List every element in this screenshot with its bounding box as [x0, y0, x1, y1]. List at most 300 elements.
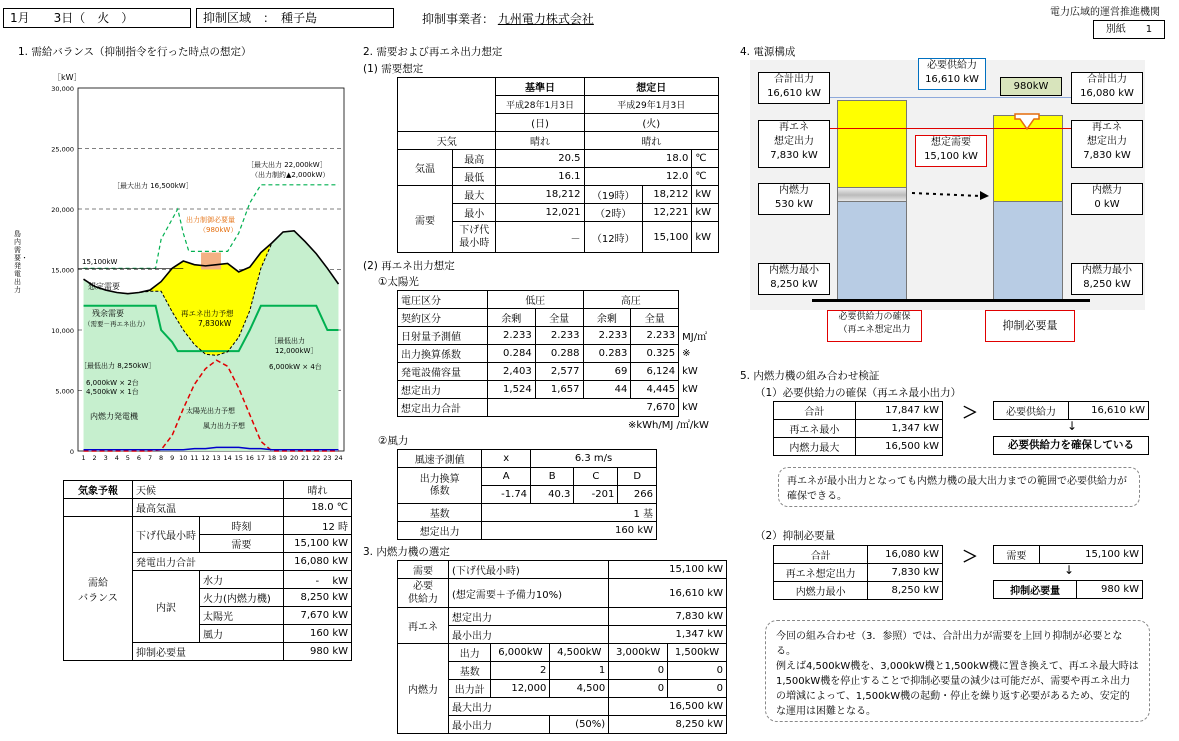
t5b-r2v: 7,830 kW: [868, 564, 943, 582]
s-r3v0: 2,403: [487, 363, 535, 381]
s-r3v1: 2,577: [535, 363, 583, 381]
s-r3u: kW: [682, 366, 698, 377]
bar-left-icmin: [837, 201, 907, 301]
t1-time-label: 時刻: [200, 517, 284, 535]
w-vd: 266: [618, 486, 657, 504]
s-low: 低圧: [487, 291, 583, 309]
icmin-right-label: 内燃力最小: [1082, 265, 1132, 276]
ann-wind: 風力出力予想: [203, 422, 245, 430]
t3-r3b: 想定出力: [449, 608, 609, 626]
x-tick-label: 17: [256, 454, 266, 462]
t5b-cur: 抑制必要量: [994, 581, 1077, 599]
t2-d-est2: (火): [584, 114, 718, 132]
t3-o0: 12,000: [491, 680, 550, 698]
s-r1v0: 2.233: [487, 327, 535, 345]
x-tick-label: 21: [301, 454, 310, 462]
x-tick-label: 13: [212, 454, 221, 462]
t3-c1: 1: [550, 662, 609, 680]
t2-dmax-b: 18,212: [496, 186, 584, 204]
w-count: 1 基: [482, 504, 657, 522]
sec2-title: 2. 需要および再エネ出力想定: [363, 46, 503, 58]
t2-c2: ℃: [692, 168, 719, 186]
t5a-r3v: 16,500 kW: [855, 438, 942, 456]
s-h1: 電圧区分: [398, 291, 488, 309]
t2-dmin-bt: （2時）: [584, 204, 642, 222]
t1-wind-label: 風力: [200, 625, 284, 643]
t2-kw3: kW: [692, 222, 719, 253]
gt-sign-1: ＞: [962, 403, 979, 422]
est-demand-box: [915, 135, 987, 167]
attachment-label: 別紙 1: [1093, 20, 1165, 39]
secure-label2: （再エネ想定出力: [838, 325, 911, 335]
w-hc: C: [574, 468, 618, 486]
est-demand-label: 想定需要: [931, 137, 971, 148]
ic-right-box: [1071, 183, 1143, 215]
ann-max-out2: ［最大出力 22,000kW］: [247, 161, 327, 169]
area-box: [196, 8, 394, 28]
x-tick-label: 16: [245, 454, 254, 462]
ann-re-forecast-val: 7,830kW: [198, 319, 232, 328]
t5b-dem-v: 15,100 kW: [1039, 546, 1142, 564]
ann-units1: 6,000kW × 2台: [86, 379, 139, 387]
s-r4v2: 44: [583, 381, 631, 399]
tot-left-box: [758, 72, 830, 104]
y-tick-label: 10,000: [51, 327, 74, 335]
t1-temp-label: 最高気温: [133, 499, 284, 517]
x-tick-label: 2: [92, 454, 97, 462]
t2-kw2: kW: [692, 204, 719, 222]
x-tick-label: 3: [103, 454, 108, 462]
t1-curtail-val: 980 kW: [283, 643, 351, 661]
balance-table: [63, 480, 352, 661]
s-blank1: [679, 291, 722, 309]
t2-tmax: 最高: [453, 150, 496, 168]
t2-tmin-b: 16.1: [496, 168, 584, 186]
w-ha: A: [482, 468, 531, 486]
curtail-block: [201, 253, 221, 270]
supply-check-table: [773, 401, 943, 456]
t1-empty-1: [64, 499, 133, 517]
t3-max-v: 16,500 kW: [609, 698, 727, 716]
w-speed: 6.3 m/s: [531, 450, 657, 468]
ic-right-label: 内燃力: [1092, 185, 1122, 196]
solar-table: [397, 290, 722, 417]
w-r1: 風速予測値: [398, 450, 482, 468]
s-r1v2: 2.233: [583, 327, 631, 345]
s-r2u: ※: [682, 348, 691, 359]
curtail-box: 抑制必要量: [985, 310, 1075, 342]
s-all1: 全量: [535, 309, 583, 327]
ann-min-out: ［最低出力 8,250kW］: [80, 362, 156, 370]
t2-dlow-b: －: [496, 222, 584, 253]
t1-weather-label: 天候: [133, 481, 284, 499]
ann-units2: 4,500kW × 1台: [86, 388, 139, 396]
x-tick-label: 14: [223, 454, 232, 462]
re-left-label: 再エネ 想定出力: [774, 122, 814, 147]
y-tick-label: 5,000: [55, 387, 74, 396]
ann-15100: 15,100kW: [82, 258, 118, 266]
t2-tmin-e: 12.0: [584, 168, 692, 186]
x-tick-label: 4: [114, 454, 119, 462]
t2-dmax-e: 18,212: [642, 186, 691, 204]
y-unit: ［kW］: [53, 73, 82, 82]
operator-name: 九州電力株式会社: [497, 12, 594, 26]
w-r3: 基数: [398, 504, 482, 522]
t1-wind-val: 160 kW: [283, 625, 351, 643]
t3-r3c: 7,830 kW: [609, 608, 727, 626]
sec2-sub1: (1) 需要想定: [363, 63, 424, 75]
ann-max-out2b: （出力制約▲2,000kW）: [251, 171, 330, 179]
s-all2: 全量: [631, 309, 679, 327]
t1-gen-total-val: 16,080 kW: [283, 553, 351, 571]
tot-right-val: 16,080 kW: [1080, 88, 1134, 99]
secure-label: 必要供給力の確保: [838, 312, 911, 322]
s-r2v0: 0.284: [487, 345, 535, 363]
ann-max-out: ［最大出力 16,500kW］: [113, 182, 193, 190]
t5b-r2l: 再エネ想定出力: [774, 564, 868, 582]
sec2-sub2: (2) 再エネ出力想定: [363, 260, 455, 272]
req-val: 16,610 kW: [925, 74, 979, 85]
operator-text: 抑制事業者：: [422, 12, 495, 26]
icmin-right-box: [1071, 263, 1143, 295]
t5b-dem: 需要: [994, 546, 1040, 564]
t5a-req-v: 16,610 kW: [1068, 402, 1148, 420]
supply-line: [812, 97, 1090, 98]
sec4-title: 4. 電源構成: [740, 46, 796, 58]
s-r5v: 7,670: [487, 399, 678, 417]
w-x: x: [482, 450, 531, 468]
ann-curtail-val: （980kW）: [199, 226, 238, 234]
req-supply-table: [993, 401, 1149, 420]
tot-right-box: [1071, 72, 1143, 104]
t2-tmin: 最低: [453, 168, 496, 186]
ann-residual: 残余需要: [92, 309, 124, 318]
x-tick-label: 22: [312, 454, 321, 462]
t3-o1: 4,500: [550, 680, 609, 698]
re-left-val: 7,830 kW: [770, 150, 818, 161]
t2-tmax-e: 18.0: [584, 150, 692, 168]
down-arrow-2: ↓: [1064, 563, 1075, 577]
t1-solar-label: 太陽光: [200, 607, 284, 625]
t2-dmin-b: 12,021: [496, 204, 584, 222]
t3-o3: 0: [668, 680, 727, 698]
t1-solar-val: 7,670 kW: [283, 607, 351, 625]
diff-box: 980kW: [1000, 77, 1062, 96]
ann-units3: 6,000kW × 4台: [269, 363, 322, 371]
t5a-r2v: 1,347 kW: [855, 420, 942, 438]
t3-u2: 3,000kW: [609, 644, 668, 662]
t3-r1b: (下げ代最小時): [449, 561, 609, 579]
x-tick-label: 12: [201, 454, 210, 462]
ann-solar: 太陽光出力予想: [186, 407, 235, 415]
re-right-box: [1071, 120, 1143, 168]
t3-r2b: (想定需要＋予備力10%): [449, 579, 609, 608]
t1-temp-val: 18.0 ℃: [283, 499, 351, 517]
t1-balance-group: 需給 バランス: [64, 517, 133, 661]
dotted-arrow-icon: [910, 186, 990, 200]
t2-w-base: 晴れ: [496, 132, 584, 150]
demand-table: [993, 545, 1143, 564]
down-arrow-icon: [1012, 112, 1042, 132]
t5b-cur-v: 980 kW: [1077, 581, 1143, 599]
secure-box: [827, 310, 922, 342]
t3-r1c: 15,100 kW: [609, 561, 727, 579]
t2-c1: ℃: [692, 150, 719, 168]
s-r5: 想定出力合計: [398, 399, 488, 417]
t1-thermal-val: 8,250 kW: [283, 589, 351, 607]
t3-r4b: 最小出力: [449, 626, 609, 644]
t2-h-base: 基準日: [496, 78, 584, 96]
t2-d-base2: (日): [496, 114, 584, 132]
t2-corner2: [398, 96, 496, 114]
w-hb: B: [531, 468, 574, 486]
t3-min: 最小出力: [449, 716, 550, 734]
t1-gen-total-label: 発電出力合計: [133, 553, 284, 571]
t3-c0: 2: [491, 662, 550, 680]
ic-left-label: 内燃力: [779, 185, 809, 196]
t3-u1: 4,500kW: [550, 644, 609, 662]
t1-hydro-label: 水力: [200, 571, 284, 589]
s-r2v3: 0.325: [631, 345, 679, 363]
y-tick-label: 30,000: [51, 85, 74, 93]
t1-demand-label: 需要: [200, 535, 284, 553]
s-r3v2: 69: [583, 363, 631, 381]
s-r4u: kW: [682, 384, 698, 395]
t2-dlow-e: 15,100: [642, 222, 691, 253]
t2-weather: 天気: [398, 132, 496, 150]
s-r2: 出力換算係数: [398, 345, 488, 363]
x-tick-label: 15: [234, 454, 243, 462]
t1-time-val: 12 時: [283, 517, 351, 535]
s-r4v3: 4,445: [631, 381, 679, 399]
icmin-left-label: 内燃力最小: [769, 265, 819, 276]
t3-r2a: 必要 供給力: [398, 579, 449, 608]
sec5-sub2: （2）抑制必要量: [755, 530, 836, 542]
area-text: 抑制区域 ： 種子島: [203, 11, 318, 25]
s-r4v1: 1,657: [535, 381, 583, 399]
s-blank2: [679, 309, 722, 327]
t1-curtail-label: 抑制必要量: [133, 643, 284, 661]
t3-outsum: 出力計: [449, 680, 491, 698]
t2-dlow-bt: （12時）: [584, 222, 642, 253]
req-label: 必要供給力: [927, 60, 977, 71]
re-right-val: 7,830 kW: [1083, 150, 1131, 161]
t3-ic: 内燃力: [398, 644, 449, 734]
ann-residual-sub: （需要－再エネ出力）: [84, 320, 149, 328]
t2-dmax: 最大: [453, 186, 496, 204]
s-r1v3: 2.233: [631, 327, 679, 345]
t1-demand-val: 15,100 kW: [283, 535, 351, 553]
t2-kw1: kW: [692, 186, 719, 204]
re-right-label: 再エネ 想定出力: [1087, 122, 1127, 147]
s-r3v3: 6,124: [631, 363, 679, 381]
t3-r3a: 再エネ: [398, 608, 449, 644]
s-high: 高圧: [583, 291, 679, 309]
t2-w-est: 晴れ: [584, 132, 718, 150]
t5a-req: 必要供給力: [994, 402, 1069, 420]
baseline: [812, 299, 1090, 302]
ann-min-out2: ［最低出力: [270, 337, 305, 345]
x-tick-label: 20: [289, 454, 299, 462]
t5a-r3l: 内燃力最大: [774, 438, 856, 456]
y-tick-label: 20,000: [51, 206, 74, 214]
w-r4: 想定出力: [398, 522, 482, 540]
s-r4v0: 1,524: [487, 381, 535, 399]
t1-weather-val: 晴れ: [283, 481, 351, 499]
s-r3: 発電設備容量: [398, 363, 488, 381]
bar-right-icmin: [993, 201, 1063, 301]
t2-demand: 需要: [398, 186, 453, 253]
t2-corner: [398, 78, 496, 96]
ic-left-box: [758, 183, 830, 215]
t5a-r1v: 17,847 kW: [855, 402, 942, 420]
ann-min-out2b: 12,000kW］: [275, 347, 318, 355]
y-axis-label: 島内需要・発電出力: [14, 230, 28, 294]
operator-label: [422, 10, 594, 27]
t2-dmin: 最小: [453, 204, 496, 222]
x-tick-label: 9: [170, 454, 175, 462]
t3-min-pct: (50%): [550, 716, 609, 734]
x-tick-label: 19: [278, 454, 288, 462]
ann-ic-gen: 内燃力発電機: [90, 412, 138, 421]
ann-curtail: 出力制御必要量: [186, 216, 235, 224]
est-demand-val: 15,100 kW: [924, 151, 978, 162]
t2-d-base: 平成28年1月3日: [496, 96, 584, 114]
tot-right-label: 合計出力: [1087, 74, 1127, 85]
ic-left-val: 530 kW: [775, 199, 813, 210]
w-r2: 出力換算 係数: [398, 468, 482, 504]
curtail-result-table: [993, 580, 1143, 599]
x-tick-label: 6: [136, 454, 142, 462]
y-tick-label: 15,000: [51, 266, 74, 275]
wind-title: ②風力: [378, 435, 409, 447]
x-tick-label: 10: [179, 454, 188, 462]
sec1-title: 1. 需給バランス（抑制指令を行った時点の想定）: [18, 46, 252, 58]
t3-o2: 0: [609, 680, 668, 698]
t3-u3: 1,500kW: [668, 644, 727, 662]
s-sur2: 余剰: [583, 309, 631, 327]
w-vc: -201: [574, 486, 618, 504]
t2-temp: 気温: [398, 150, 453, 186]
s-sur1: 余剰: [487, 309, 535, 327]
w-vb: 40.3: [531, 486, 574, 504]
t2-dlow: 下げ代 最小時: [453, 222, 496, 253]
tot-left-val: 16,610 kW: [767, 88, 821, 99]
ic-right-val: 0 kW: [1094, 199, 1120, 210]
solar-note: ※kWh/MJ /㎡/kW: [628, 420, 709, 431]
t5b-r1v: 16,080 kW: [868, 546, 943, 564]
s-r1v1: 2.233: [535, 327, 583, 345]
x-tick-label: 18: [267, 454, 277, 462]
x-tick-label: 7: [147, 454, 153, 462]
down-arrow-1: ↓: [1067, 419, 1078, 433]
s-r4: 想定出力: [398, 381, 488, 399]
y-tick-label: 25,000: [51, 145, 74, 154]
sec3-title: 3. 内燃力機の選定: [363, 546, 450, 558]
demand-forecast-table: [397, 77, 719, 253]
icmin-right-val: 8,250 kW: [1083, 279, 1131, 290]
t2-h-est: 想定日: [584, 78, 718, 96]
x-tick-label: 5: [125, 454, 130, 462]
t3-c3: 0: [668, 662, 727, 680]
tot-left-label: 合計出力: [774, 74, 814, 85]
w-out: 160 kW: [482, 522, 657, 540]
t5b-r3v: 8,250 kW: [868, 582, 943, 600]
x-tick-label: 11: [190, 454, 199, 462]
sec5-sub1: （1）必要供給力の確保（再エネ最小出力）: [755, 387, 962, 399]
t5a-r2l: 再エネ最小: [774, 420, 856, 438]
s-r2v2: 0.283: [583, 345, 631, 363]
req-box: [918, 58, 986, 90]
t1-breakdown-label: 内訳: [133, 571, 200, 643]
t2-d-est: 平成29年1月3日: [584, 96, 718, 114]
bar-left-re: [837, 100, 907, 189]
gt-sign-2: ＞: [962, 547, 979, 566]
t2-dmin-e: 12,221: [642, 204, 691, 222]
icmin-left-val: 8,250 kW: [770, 279, 818, 290]
curtail-check-table: [773, 545, 943, 600]
sec5-title: 5. 内燃力機の組み合わせ検証: [740, 370, 880, 382]
date-box: [3, 8, 191, 28]
demand-line: [812, 128, 1090, 129]
note2-box: 今回の組み合わせ（3．参照）では、合計出力が需要を上回り抑制が必要となる。 例えば4,500kW機を、3,000kW機と1,500kW機に置き換えて、再エネ最大時は1,500kW機を停止することで抑制必要量の減少は可能だが、需要や再エネ出力の増減によって、1,500kW機の起動・停止を繰り返す必要があるため、安定的な運用は困難となる。: [765, 620, 1150, 722]
solar-title: ①太陽光: [378, 276, 419, 288]
x-tick-label: 8: [159, 454, 164, 462]
t1-thermal-label: 火力(内燃力機): [200, 589, 284, 607]
t2-corner3: [398, 114, 496, 132]
ic-selection-table: [397, 560, 727, 734]
t3-u0: 6,000kW: [491, 644, 550, 662]
t3-max: 最大出力: [449, 698, 609, 716]
t5a-r1l: 合計: [774, 402, 856, 420]
t1-weather-group: 気象予報: [64, 481, 133, 499]
s-r1u: MJ/㎡: [682, 332, 708, 343]
t1-hydro-val: - kW: [283, 571, 351, 589]
t3-r4c: 1,347 kW: [609, 626, 727, 644]
ann-re-forecast: 再エネ出力予想: [181, 309, 234, 318]
wind-table: [397, 449, 657, 540]
ann-demand: 想定需要: [88, 282, 120, 291]
t1-lowest-label: 下げ代最小時: [133, 517, 200, 553]
org-name: 電力広域的運営推進機関: [1050, 7, 1160, 18]
date-text: 1月 3日（ 火 ）: [10, 11, 134, 25]
s-r5u: kW: [682, 402, 698, 413]
t3-r2c: 16,610 kW: [609, 579, 727, 608]
t3-min-v: 8,250 kW: [609, 716, 727, 734]
x-tick-label: 1: [81, 454, 86, 462]
t2-dmax-bt: （19時）: [584, 186, 642, 204]
y-tick-label: 0: [69, 448, 74, 456]
x-tick-label: 23: [323, 454, 332, 462]
t5b-r3l: 内燃力最小: [774, 582, 868, 600]
t3-c2: 0: [609, 662, 668, 680]
t5b-r1l: 合計: [774, 546, 868, 564]
t3-count: 基数: [449, 662, 491, 680]
w-va: -1.74: [482, 486, 531, 504]
w-hd: D: [618, 468, 657, 486]
s-r2v1: 0.288: [535, 345, 583, 363]
t3-r1a: 需要: [398, 561, 449, 579]
ok-box: 必要供給力を確保している: [993, 436, 1149, 455]
t2-tmax-b: 20.5: [496, 150, 584, 168]
icmin-left-box: [758, 263, 830, 295]
note1-box: 再エネが最小出力となっても内燃力機の最大出力までの範囲で必要供給力が確保できる。: [778, 467, 1140, 507]
re-left-box: [758, 120, 830, 168]
s-r1: 日射量予測値: [398, 327, 488, 345]
x-tick-label: 24: [334, 454, 343, 462]
s-h2: 契約区分: [398, 309, 488, 327]
t3-out: 出力: [449, 644, 491, 662]
